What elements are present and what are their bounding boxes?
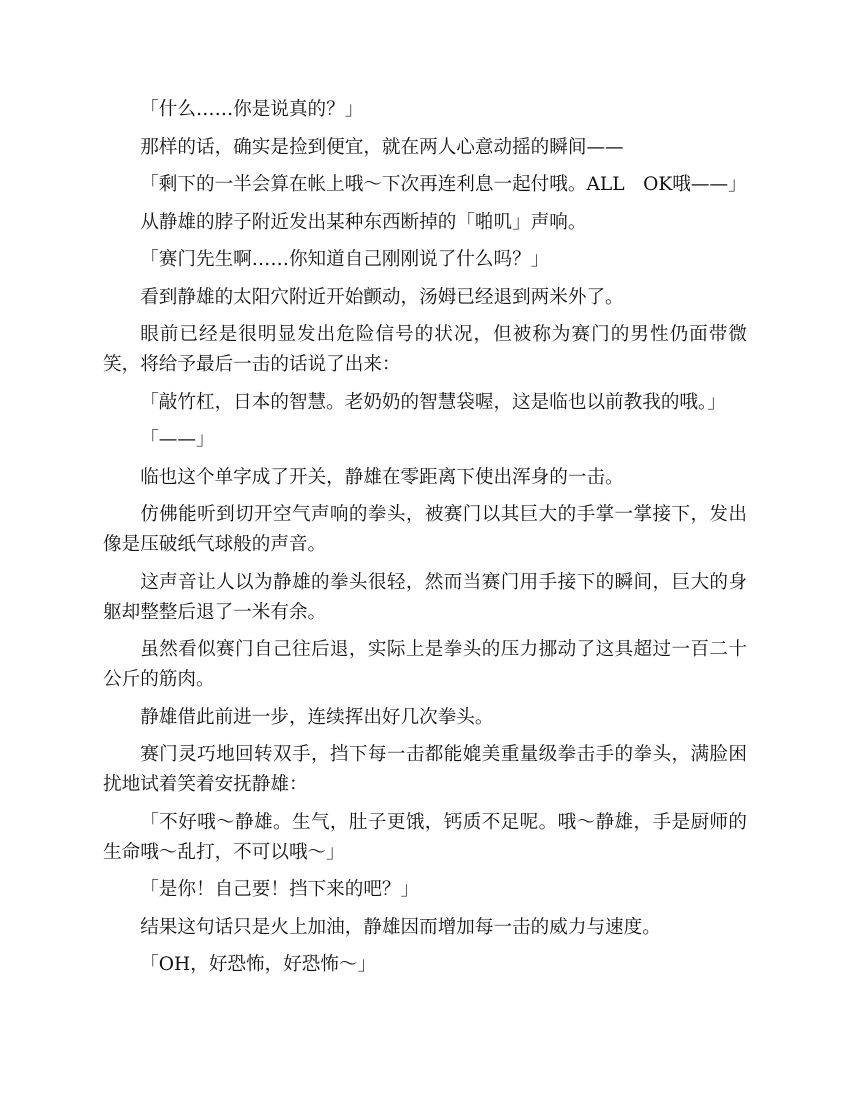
paragraph: 「不好哦～静雄。生气，肚子更饿，钙质不足呢。哦～静雄，手是厨师的生命哦～乱打，不可以哦～」: [103, 811, 747, 863]
paragraph: 结果这句话只是火上加油，静雄因而增加每一击的威力与速度。: [140, 916, 661, 938]
paragraph: 眼前已经是很明显发出危险信号的状况，但被称为赛门的男性仍面带微笑，将给予最后一击的话说了出来：: [103, 324, 747, 375]
paragraph: 从静雄的脖子附近发出某种东西断掉的「啪叽」声响。: [140, 211, 587, 233]
paragraph: 看到静雄的太阳穴附近开始颤动，汤姆已经退到两米外了。: [140, 286, 624, 308]
paragraph: 「是你！自己要！挡下来的吧？」: [140, 879, 420, 900]
paragraph: 「OH，好恐怖，好恐怖～」: [140, 954, 377, 975]
paragraph: 虽然看似赛门自己往后退，实际上是拳头的压力挪动了这具超过一百二十公斤的筋肉。: [103, 639, 747, 690]
paragraph: 「什么……你是说真的？」: [140, 99, 364, 120]
document-page: [103, 95, 747, 988]
paragraph: 临也这个单字成了开关，静雄在零距离下使出浑身的一击。: [140, 466, 624, 488]
paragraph: 那样的话，确实是捡到便宜，就在两人心意动摇的瞬间——: [140, 136, 624, 158]
paragraph: 「赛门先生啊……你知道自己刚刚说了什么吗？」: [140, 249, 550, 270]
paragraph: 仿佛能听到切开空气声响的拳头，被赛门以其巨大的手掌一掌接下，发出像是压破纸气球般的声音。: [103, 504, 747, 555]
paragraph: 静雄借此前进一步，连续挥出好几次拳头。: [140, 706, 494, 728]
paragraph: 「——」: [140, 429, 215, 450]
paragraph: 「剩下的一半会算在帐上哦～下次再连利息一起付哦。ALL OK哦——」: [140, 174, 747, 195]
paragraph: 这声音让人以为静雄的拳头很轻，然而当赛门用手接下的瞬间，巨大的身躯却整整后退了一米有余。: [103, 571, 747, 623]
paragraph: 赛门灵巧地回转双手，挡下每一击都能媲美重量级拳击手的拳头，满脸困扰地试着笑着安抚静雄：: [103, 744, 747, 795]
paragraph: 「敲竹杠，日本的智慧。老奶奶的智慧袋喔，这是临也以前教我的哦。」: [140, 391, 726, 413]
